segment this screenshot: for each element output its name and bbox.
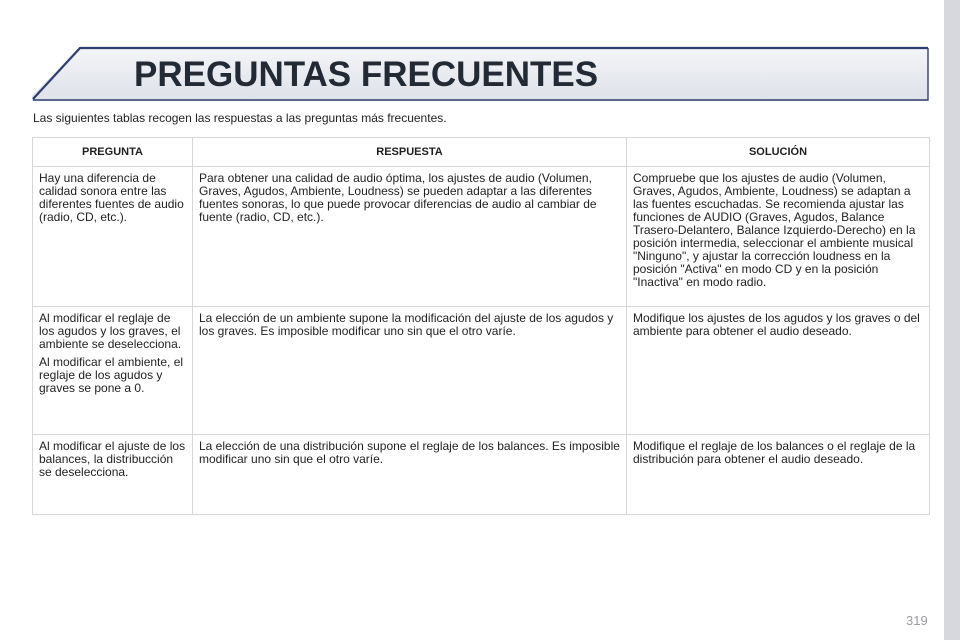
faq-table	[32, 137, 930, 515]
page-edge-bar	[944, 0, 960, 640]
question-cell	[33, 167, 193, 307]
table-header-row	[33, 138, 930, 167]
question-text: Al modificar el reglaje de los agudos y los graves, el ambiente se deselecciona.	[39, 311, 182, 351]
solution-cell: Compruebe que los ajustes de audio (Volumen, Graves, Agudos, Ambiente, Loudness) se adaptan a las fuentes escuchadas. Se recomienda ajustar las funciones de AUDIO (Graves, Agudos, Balance Trasero-Delantero, Balance Izquierdo-Derecho) en la posición intermedia, seleccionar el ambiente musical "Ninguno", y ajustar la corrección loudness en la posición "Activa" en modo CD y en la posición "Inactiva" en modo radio.	[627, 167, 930, 307]
table-row	[33, 307, 930, 435]
page-number: 319	[906, 613, 928, 628]
question-cell	[33, 435, 193, 515]
column-header-respuesta: RESPUESTA	[193, 138, 627, 167]
answer-cell: La elección de un ambiente supone la modificación del ajuste de los agudos y los graves. Es imposible modificar uno sin que el otro varíe.	[193, 307, 627, 435]
question-text: Al modificar el ambiente, el reglaje de los agudos y graves se pone a 0.	[39, 355, 184, 395]
column-header-solucion: SOLUCIÓN	[627, 138, 930, 167]
solution-cell: Modifique los ajustes de los agudos y los graves o del ambiente para obtener el audio deseado.	[627, 307, 930, 435]
table-row	[33, 435, 930, 515]
page-title: PREGUNTAS FRECUENTES	[134, 55, 599, 94]
table-row	[33, 167, 930, 307]
intro-text: Las siguientes tablas recogen las respuestas a las preguntas más frecuentes.	[33, 111, 447, 125]
column-header-pregunta: PREGUNTA	[33, 138, 193, 167]
question-cell	[33, 307, 193, 435]
answer-cell: La elección de una distribución supone el reglaje de los balances. Es imposible modificar uno sin que el otro varíe.	[193, 435, 627, 515]
answer-cell: Para obtener una calidad de audio óptima, los ajustes de audio (Volumen, Graves, Agudos, Ambiente, Loudness) se pueden adaptar a las diferentes fuentes sonoras, lo que puede provocar diferencias de audio al cambiar de fuente (radio, CD, etc.).	[193, 167, 627, 307]
solution-cell: Modifique el reglaje de los balances o el reglaje de la distribución para obtener el audio deseado.	[627, 435, 930, 515]
question-text: Al modificar el ajuste de los balances, la distribucción se deselecciona.	[39, 439, 186, 479]
question-text: Hay una diferencia de calidad sonora entre las diferentes fuentes de audio (radio, CD, etc.).	[39, 171, 184, 224]
